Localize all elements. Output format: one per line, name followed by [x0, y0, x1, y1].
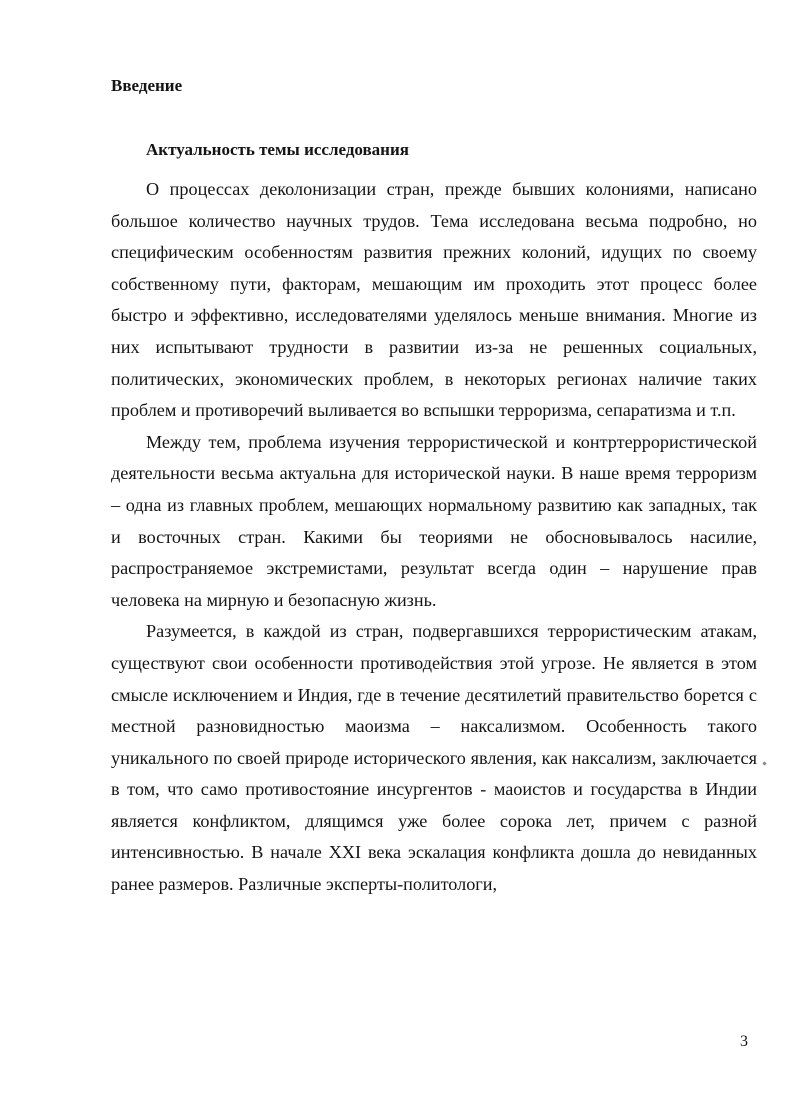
paragraph: Разумеется, в каждой из стран, подвергавшихся террористическим атакам, существуют свои особенности противодействия этой угрозе. Не является в этом смысле исключением и Индия, где в течение десятилетий правительство борется с местной разновидностью маоизма – наксализмом. Особенность такого уникального по своей природе исторического явления, как наксализм, заключается в том, что само противостояние инсургентов - маоистов и государства в Индии является конфликтом, длящимся уже более сорока лет, причем с разной интенсивностью. В начале XXI века эскалация конфликта дошла до невиданных ранее размеров. Различные эксперты-политологи,: [111, 621, 757, 895]
subsection-heading: Актуальность темы исследования: [146, 140, 409, 159]
section-heading: Введение: [111, 76, 183, 95]
page-number: 3: [740, 1033, 748, 1050]
paragraph: Между тем, проблема изучения террористической и контртеррористической деятельности весьма актуальна для исторической науки. В наше время терроризм – одна из главных проблем, мешающих нормальному развитию как западных, так и восточных стран. Какими бы теориями не обосновывалось насилие, распространяемое экстремистами, результат всегда один – нарушение прав человека на мирную и безопасную жизнь.: [111, 431, 757, 610]
body-text: [111, 174, 757, 901]
paragraph: О процессах деколонизации стран, прежде бывших колониями, написано большое количество научных трудов. Тема исследована весьма подробно, но специфическим особенностям развития прежних колоний, идущих по своему собственному пути, факторам, мешающим им проходить этот процесс более быстро и эффективно, исследователями уделялось меньше внимания. Многие из них испытывают трудности в развитии из-за не решенных социальных, политических, экономических проблем, в некоторых регионах наличие таких проблем и противоречий выливается во вспышки терроризма, сепаратизма и т.п.: [111, 179, 757, 421]
scan-speck: [762, 761, 766, 765]
